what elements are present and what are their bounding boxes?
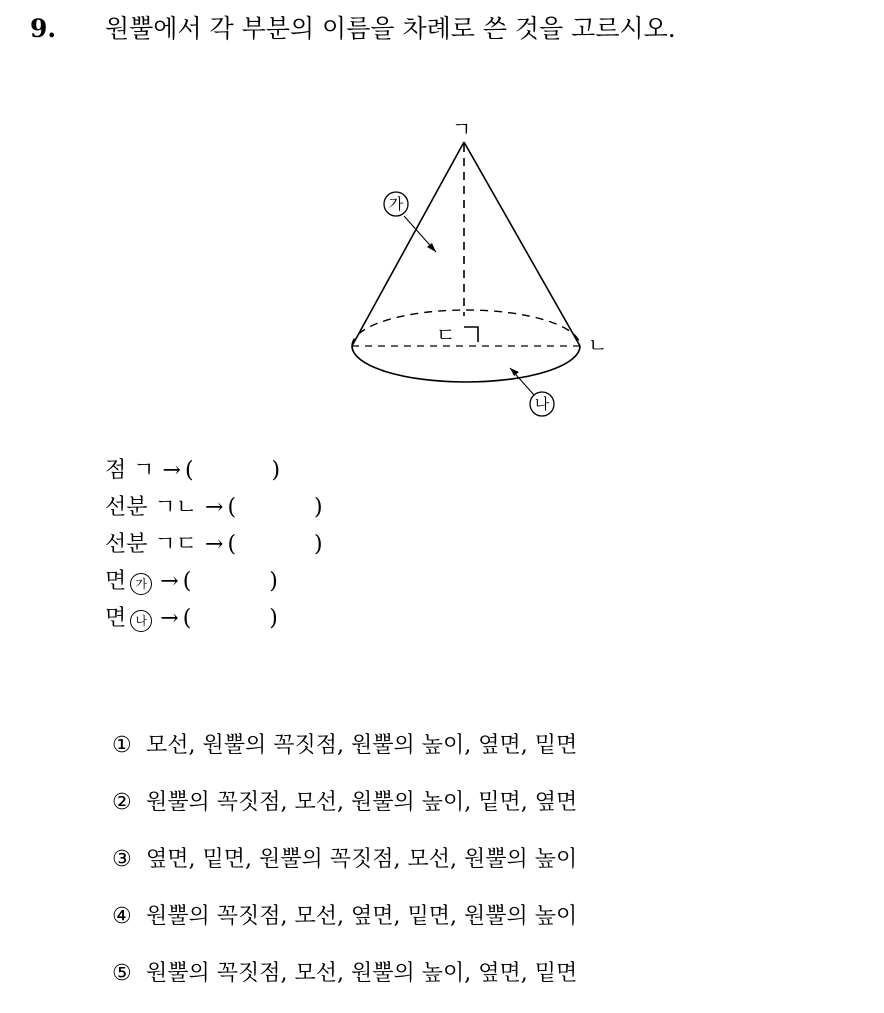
paren-close: ) — [271, 458, 281, 483]
blank-row — [105, 489, 323, 526]
edge-point-label: ㄴ — [588, 333, 608, 357]
question-text: 원뿔에서 각 부분의 이름을 차례로 쓴 것을 고르시오. — [105, 14, 676, 43]
circled-label-b: 나 — [130, 610, 152, 632]
choice-number: ④ — [112, 904, 132, 929]
cone-right-slant — [464, 142, 580, 346]
paren-close: ) — [314, 532, 323, 557]
question-number: 9. — [30, 14, 57, 43]
blank-row — [105, 452, 323, 489]
face-a-arrowhead — [427, 243, 436, 252]
blank-term: 점 ㄱ — [105, 458, 155, 483]
cone-base-front-arc — [352, 346, 580, 382]
apex-label: ㄱ — [452, 117, 472, 141]
paren-close: ) — [269, 606, 278, 631]
choice-option-3[interactable] — [112, 842, 577, 899]
paren-open: ( — [182, 569, 192, 594]
choice-option-4[interactable] — [112, 899, 577, 956]
blank-list — [105, 452, 323, 637]
paren-open: ( — [227, 495, 237, 520]
choice-text: 원뿔의 꼭짓점, 모선, 옆면, 밑면, 원뿔의 높이 — [146, 904, 578, 929]
paren-close: ) — [269, 569, 278, 594]
choice-text: 모선, 원뿔의 꼭짓점, 원뿔의 높이, 옆면, 밑면 — [146, 733, 578, 758]
blank-term: 면 — [105, 606, 127, 631]
face-b-arrowhead — [510, 368, 519, 376]
question-header — [30, 12, 676, 46]
face-a-label: 가 — [388, 195, 404, 213]
arrow-icon: → — [205, 495, 224, 520]
cone-figure — [330, 110, 630, 430]
paren-close: ) — [314, 495, 323, 520]
choice-text: 원뿔의 꼭짓점, 모선, 원뿔의 높이, 옆면, 밑면 — [146, 961, 578, 986]
blank-row — [105, 526, 323, 563]
choice-text: 옆면, 밑면, 원뿔의 꼭짓점, 모선, 원뿔의 높이 — [146, 847, 578, 872]
choice-option-1[interactable] — [112, 728, 577, 785]
blank-term: 선분 ㄱㄷ — [105, 532, 198, 557]
blank-row — [105, 600, 323, 637]
cone-left-slant — [352, 142, 464, 346]
blank-term: 선분 ㄱㄴ — [105, 495, 198, 520]
right-angle-mark — [464, 327, 478, 342]
arrow-icon: → — [205, 532, 224, 557]
choice-number: ③ — [112, 847, 132, 872]
choice-number: ⑤ — [112, 961, 132, 986]
center-label: ㄷ — [436, 323, 456, 347]
paren-open: ( — [227, 532, 237, 557]
paren-open: ( — [184, 458, 194, 483]
blank-term: 면 — [105, 569, 127, 594]
arrow-icon: → — [160, 606, 179, 631]
circled-label-a: 가 — [130, 573, 152, 595]
choice-number: ② — [112, 790, 132, 815]
cone-diagram — [330, 110, 630, 430]
choice-text: 원뿔의 꼭짓점, 모선, 원뿔의 높이, 밑면, 옆면 — [146, 790, 578, 815]
choice-list — [112, 728, 577, 1013]
cone-base-back-arc — [352, 310, 580, 346]
choice-option-2[interactable] — [112, 785, 577, 842]
blank-row — [105, 563, 323, 600]
choice-option-5[interactable] — [112, 956, 577, 1013]
choice-number: ① — [112, 733, 132, 758]
face-b-label: 나 — [534, 395, 550, 413]
paren-open: ( — [182, 606, 192, 631]
arrow-icon: → — [162, 458, 181, 483]
arrow-icon: → — [160, 569, 179, 594]
